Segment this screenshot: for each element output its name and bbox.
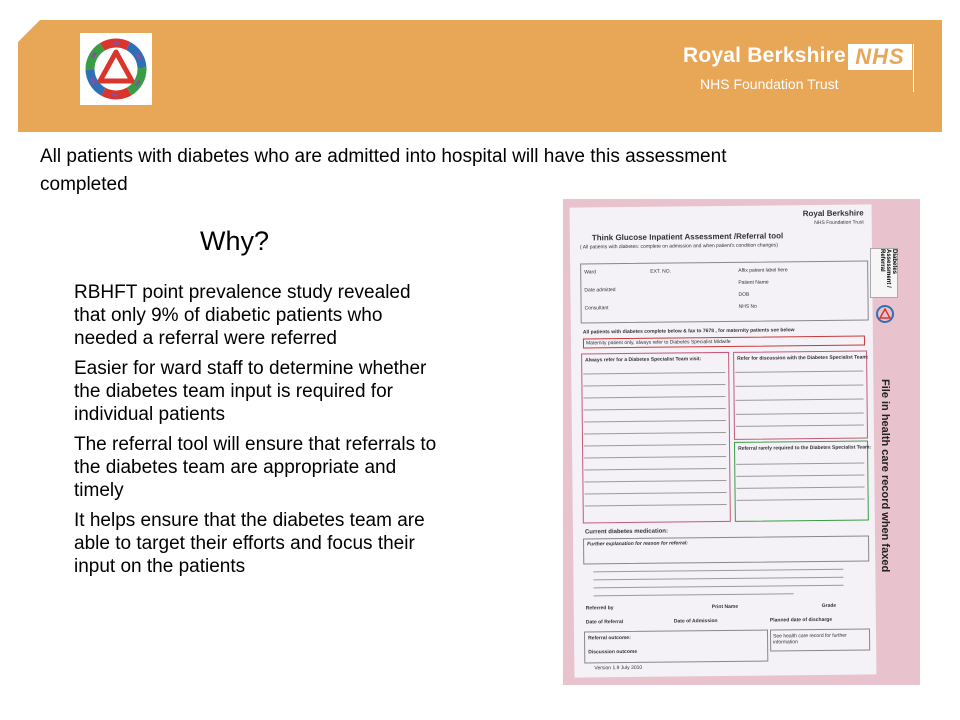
file-in-record-text: File in health care record when faxed	[879, 379, 891, 573]
further-box	[583, 535, 869, 564]
form-field-consultant: Consultant	[584, 305, 609, 312]
referral-form	[570, 204, 877, 677]
form-print-name: Print Name	[711, 603, 739, 611]
form-field-dob: DOB	[738, 291, 750, 298]
form-details-box	[580, 260, 869, 323]
right-table-header: Refer for discussion with the Diabetes Specialist Team:	[737, 354, 869, 362]
form-field-label: Affix patient label here	[738, 267, 788, 274]
form-date-admission: Date of Admission	[673, 618, 718, 625]
form-field-ext: EXT. NO.	[650, 268, 672, 275]
form-notice: All patients with diabetes complete below & fax to 7678 , for maternity patients see below	[582, 327, 795, 336]
form-discussion-outcome: Discussion outcome	[588, 648, 638, 656]
form-field-ward: Ward	[584, 269, 597, 276]
left-table-header: Always refer for a Diabetes Specialist Team visit:	[585, 356, 702, 364]
form-grade: Grade	[821, 602, 837, 609]
maternity-text: Maternity patient only, always refer to Diabetes Specialist Midwife	[585, 338, 731, 347]
form-tab-label: Diabetes Assessment / Referral	[870, 248, 898, 298]
form-field-nhs-no: NHS No	[738, 303, 757, 310]
form-see-record: See health care record for further information	[773, 632, 847, 646]
referral-form-photo	[563, 199, 920, 685]
org-name: Royal Berkshire	[683, 44, 846, 67]
rarely-table-header: Referral rarely required to the Diabetes Specialist Team:	[738, 444, 872, 452]
reasons-list	[74, 281, 444, 585]
left-referral-table	[581, 352, 731, 524]
form-referral-outcome: Referral outcome:	[588, 634, 631, 642]
form-subtitle: ( All patients with diabetes: complete on admission and when patient's condition changes)	[579, 242, 779, 251]
form-field-patient-name: Patient Name	[738, 279, 769, 286]
form-further: Further explanation for reason for referral:	[587, 540, 688, 548]
form-org: Royal Berkshire	[802, 208, 864, 219]
header-divider	[913, 44, 914, 92]
org-subtitle: NHS Foundation Trust	[700, 76, 839, 92]
form-referred-by: Referred by	[585, 605, 614, 612]
rarely-referral-table	[734, 440, 872, 521]
banner-corner-cut	[18, 20, 40, 42]
intro-text: All patients with diabetes who are admitted into hospital will have this assessment completed	[40, 146, 727, 195]
form-medication: Current diabetes medication:	[584, 528, 668, 536]
reason-point: Easier for ward staff to determine whether the diabetes team input is required for individual patients	[74, 358, 427, 425]
form-trust: NHS Foundation Trust	[814, 219, 864, 227]
tab-logo-icon	[875, 304, 895, 324]
form-date-referral: Date of Referral	[585, 619, 624, 626]
why-heading: Why?	[200, 226, 270, 256]
reason-point: RBHFT point prevalence study revealed that only 9% of diabetic patients who needed a referral were referred	[74, 282, 411, 349]
form-version: Version 1.9 July 2010	[594, 664, 643, 672]
form-planned-discharge: Planned date of discharge	[769, 616, 833, 624]
triangle-ring-logo-icon	[84, 37, 148, 101]
nhs-badge: NHS	[848, 44, 912, 70]
form-title: Think Glucose Inpatient Assessment /Referral tool	[591, 231, 784, 243]
form-field-date-admitted: Date admitted	[584, 287, 616, 294]
reason-point: It helps ensure that the diabetes team are able to target their efforts and focus their input on the patients	[74, 510, 425, 577]
trust-logo	[80, 33, 152, 105]
reason-point: The referral tool will ensure that referrals to the diabetes team are appropriate and timely	[74, 434, 437, 501]
